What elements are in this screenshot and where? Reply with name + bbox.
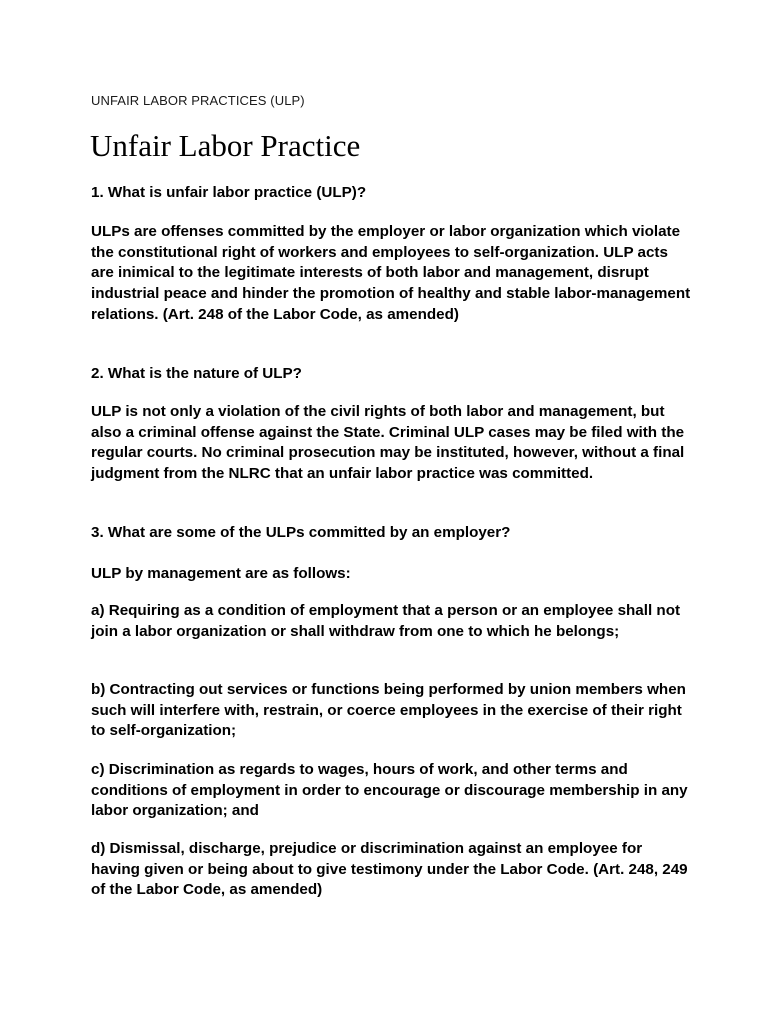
answer-3-intro: ULP by management are as follows: [91, 565, 351, 582]
question-3: 3. What are some of the ULPs committed by an employer? [91, 524, 511, 541]
answer-2-paragraph: ULP is not only a violation of the civil rights of both labor and management, but also a criminal offense against the State. Criminal ULP cases may be filed with the regular courts. No criminal prosecution may be instituted, however, without a final judgment from the NLRC that an unfair labor practice was committed. [91, 403, 685, 483]
list-item-b: b) Contracting out services or functions being performed by union members when such will interfere with, restrain, or coerce employees in the exercise of their right to self-organization; [91, 681, 686, 740]
list-item-d: d) Dismissal, discharge, prejudice or discrimination against an employee for having given or being about to give testimony under the Labor Code. (Art. 248, 249 of the Labor Code, as amended) [91, 840, 688, 899]
question-2: 2. What is the nature of ULP? [91, 365, 302, 382]
document-title: Unfair Labor Practice [90, 128, 361, 163]
document-header: UNFAIR LABOR PRACTICES (ULP) [91, 93, 305, 108]
list-item-c: c) Discrimination as regards to wages, hours of work, and other terms and conditions of employment in order to encourage or discourage membership in any labor organization; and [91, 761, 688, 820]
list-item-a: a) Requiring as a condition of employment that a person or an employee shall not join a labor organization or shall withdraw from one to which he belongs; [91, 602, 681, 640]
answer-1-paragraph: ULPs are offenses committed by the employer or labor organization which violate the constitutional right of workers and employees to self-organization. ULP acts are inimical to the legitimate interests of both labor and management, disrupt industrial peace and hinder the promotion of healthy and stable labor-management relations. (Art. 248 of the Labor Code, as amended) [91, 223, 691, 323]
question-1: 1. What is unfair labor practice (ULP)? [91, 184, 367, 201]
